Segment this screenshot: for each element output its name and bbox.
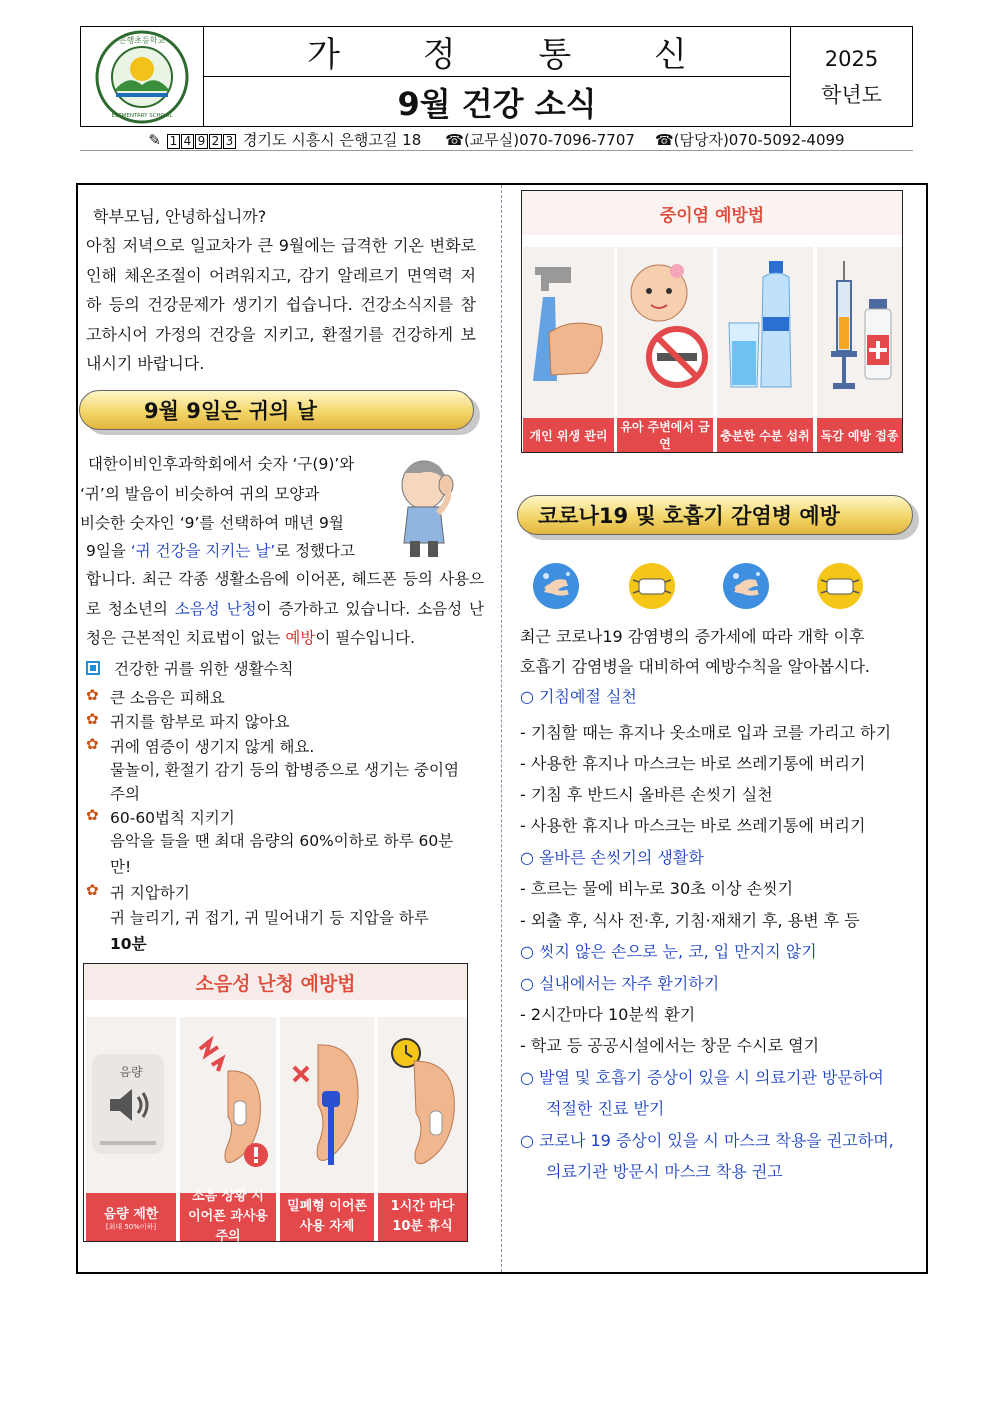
flower-bullet-icon: ✿: [86, 686, 99, 704]
prevention-term: 예방: [285, 629, 316, 647]
title-cell: [204, 27, 791, 126]
year-number: 2025: [824, 46, 879, 71]
covid-rule-heading: ○ 올바른 손씻기의 생활화: [520, 848, 704, 867]
ear-earphone-icon: [188, 1031, 270, 1181]
water-bottle-icon: [723, 257, 809, 397]
ear-rule-4-detail: 음악을 들을 땐 최대 음량의 60%이하로 하루 60분만!: [110, 832, 454, 876]
covid-rule-heading: ○ 코로나 19 증상이 있을 시 마스크 착용을 권고하며,: [520, 1131, 894, 1150]
ear-rule-4: ✿ 60-60법칙 지키기: [86, 806, 235, 827]
covid-rule-detail: - 기침 후 반드시 올바른 손씻기 실천: [520, 785, 773, 804]
covid-rule-heading: ○ 발열 및 호흡기 증상이 있을 시 의료기관 방문하여: [520, 1068, 884, 1087]
postal-icon: ✎: [148, 130, 161, 149]
page-title: 9월 건강 소식: [397, 84, 597, 123]
office-phone: ☎(교무실)070-7096-7707: [445, 131, 635, 149]
covid-rule-detail: - 기침할 때는 휴지나 옷소매로 입과 코를 가리고 하기: [520, 723, 892, 742]
noise-panel-title: 소음성 난청 예방법: [195, 973, 356, 995]
covid-rule-heading: 적절한 진료 받기: [546, 1099, 665, 1118]
greeting: 학부모님, 안녕하십니까?: [93, 207, 267, 226]
covid-rule-detail: - 학교 등 공공시설에서는 창문 수시로 열기: [520, 1036, 820, 1055]
ear-rule-5: ✿ 귀 지압하기: [86, 881, 190, 902]
vaccine-icon: [821, 257, 899, 397]
noise-card-sealed-earphone: 밀폐형 이어폰 사용 자제: [280, 1017, 374, 1241]
ear-day-quote: ‘귀 건강을 지키는 날’: [130, 542, 276, 560]
noise-card-rest: 1시간 마다 10분 휴식: [378, 1017, 467, 1241]
handwash-icon: [532, 562, 580, 610]
column-divider: [501, 185, 502, 1272]
ear-day-line3: 비슷한 숫자인 ‘9’를 선택하여 매년 9월: [80, 514, 344, 532]
covid-rule-detail: - 흐르는 물에 비누로 30초 이상 손씻기: [520, 879, 794, 898]
ear-day-line2: ‘귀’의 발음이 비슷하여 귀의 모양과: [80, 485, 320, 503]
noise-card-volume: 음량 음량 제한 [최대 50%이하]: [86, 1017, 176, 1241]
no-smoking-baby-icon: [623, 257, 709, 397]
school-logo-icon: [94, 29, 190, 125]
noise-prevention-panel: [83, 963, 468, 1242]
handwash-icon: [527, 261, 611, 391]
speaker-icon: [106, 1085, 154, 1125]
otitis-card-no-smoking: 유아 주변에서 금연: [617, 247, 713, 452]
covid-icons-row: [532, 562, 884, 612]
covid-rule-detail: - 2시간마다 10분씩 환기: [520, 1005, 696, 1024]
ear-day-banner-text: 9월 9일은 귀의 날: [144, 399, 317, 423]
svg-text:ELEMENTARY SCHOOL: ELEMENTARY SCHOOL: [111, 112, 173, 119]
covid-rule-detail: - 외출 후, 식사 전·후, 기침·재채기 후, 용변 후 등: [520, 911, 860, 930]
ear-day-line4: 9일을 ‘귀 건강을 지키는 날’로 정했다고: [86, 542, 355, 560]
noise-hearing-loss-term: 소음성 난청: [174, 599, 257, 618]
boy-ear-illustration: [384, 455, 466, 561]
mask-icon: [816, 562, 864, 610]
otitis-card-vaccine: 독감 예방 접종: [817, 247, 902, 452]
otitis-card-hygiene: 개인 위생 관리: [523, 247, 614, 452]
ear-day-line1: 대한이비인후과학회에서 숫자 ‘구(9)’와: [88, 455, 355, 473]
newsletter-type: 가 정 통 신: [204, 27, 790, 77]
timer-ear-icon: [384, 1031, 464, 1181]
otitis-panel-title: 중이염 예방법: [659, 206, 765, 226]
flower-bullet-icon: ✿: [86, 881, 99, 899]
svg-text:은행초등학교: 은행초등학교: [118, 35, 166, 45]
mask-icon: [628, 562, 676, 610]
covid-rule-detail: - 사용한 휴지나 마스크는 바로 쓰레기통에 버리기: [520, 754, 866, 773]
ear-rule-5-detail: 귀 늘리기, 귀 접기, 귀 밀어내기 등 지압을 하루 10분: [110, 909, 429, 953]
school-year: [791, 27, 912, 126]
zip-code: 1 4 9 2 3: [167, 131, 237, 149]
noise-hearing-paragraph: 합니다. 최근 각종 생활소음에 이어폰, 헤드폰 등의 사용으로 청소년의 소음성 난청이 증가하고 있습니다. 소음성 난청은 근본적인 치료법이 없는 예방이 필수입니다.: [86, 570, 484, 647]
ear-rule-2: ✿ 귀지를 함부로 파지 않아요: [86, 710, 290, 731]
ear-rules-title: 건강한 귀를 위한 생활수칙: [86, 657, 294, 679]
covid-intro-line2: 호흡기 감염병을 대비하여 예방수칙을 알아봅시다.: [520, 657, 871, 676]
manager-phone: ☎(담당자)070-5092-4099: [654, 131, 845, 149]
sealed-earphone-icon: [288, 1033, 368, 1183]
address: 경기도 시흥시 은행고길 18: [242, 131, 422, 149]
ear-rule-3: ✿ 귀에 염증이 생기지 않게 해요.: [86, 735, 315, 756]
intro-body: 아침 저녁으로 일교차가 큰 9월에는 급격한 기온 변화로 인해 체온조절이 어려워지고, 감기 알레르기 면역력 저하 등의 건강문제가 생기기 쉽습니다. 건강소식지를 참고하시어 가정의 건강을 지키고, 환절기를 건강하게 보내시기 바랍니다.: [86, 236, 476, 373]
contact-line: [80, 129, 913, 151]
covid-rule-heading: ○ 씻지 않은 손으로 눈, 코, 입 만지지 않기: [520, 942, 817, 961]
covid-banner-text: 코로나19 및 호흡기 감염병 예방: [538, 504, 840, 528]
handwash-icon: [722, 562, 770, 610]
covid-intro-line1: 최근 코로나19 감염병의 증가세에 따라 개학 이후: [520, 627, 865, 646]
covid-rule-heading: ○ 실내에서는 자주 환기하기: [520, 974, 720, 993]
newsletter-header: [80, 26, 913, 127]
otitis-card-water: 충분한 수분 섭취: [717, 247, 813, 452]
year-suffix: 학년도: [821, 82, 882, 107]
covid-rule-heading: ○ 기침예절 실천: [520, 687, 637, 706]
covid-rule-heading: 의료기관 방문시 마스크 착용 권고: [546, 1162, 783, 1181]
square-bullet-icon: [86, 661, 100, 675]
school-logo-cell: [81, 27, 204, 126]
ear-rule-3-detail: 물놀이, 환절기 감기 등의 합병증으로 생기는 중이염 주의: [110, 761, 459, 803]
ear-day-banner: [79, 390, 474, 430]
otitis-prevention-panel: [521, 190, 903, 453]
flower-bullet-icon: ✿: [86, 710, 99, 728]
ear-rule-1: ✿ 큰 소음은 피해요: [86, 686, 225, 707]
covid-rule-detail: - 사용한 휴지나 마스크는 바로 쓰레기통에 버리기: [520, 816, 866, 835]
flower-bullet-icon: ✿: [86, 735, 99, 753]
flower-bullet-icon: ✿: [86, 806, 99, 824]
noise-card-noisy-place: 소음 상황 시 이어폰 과사용 주의: [180, 1017, 276, 1241]
covid-banner: [517, 495, 913, 535]
